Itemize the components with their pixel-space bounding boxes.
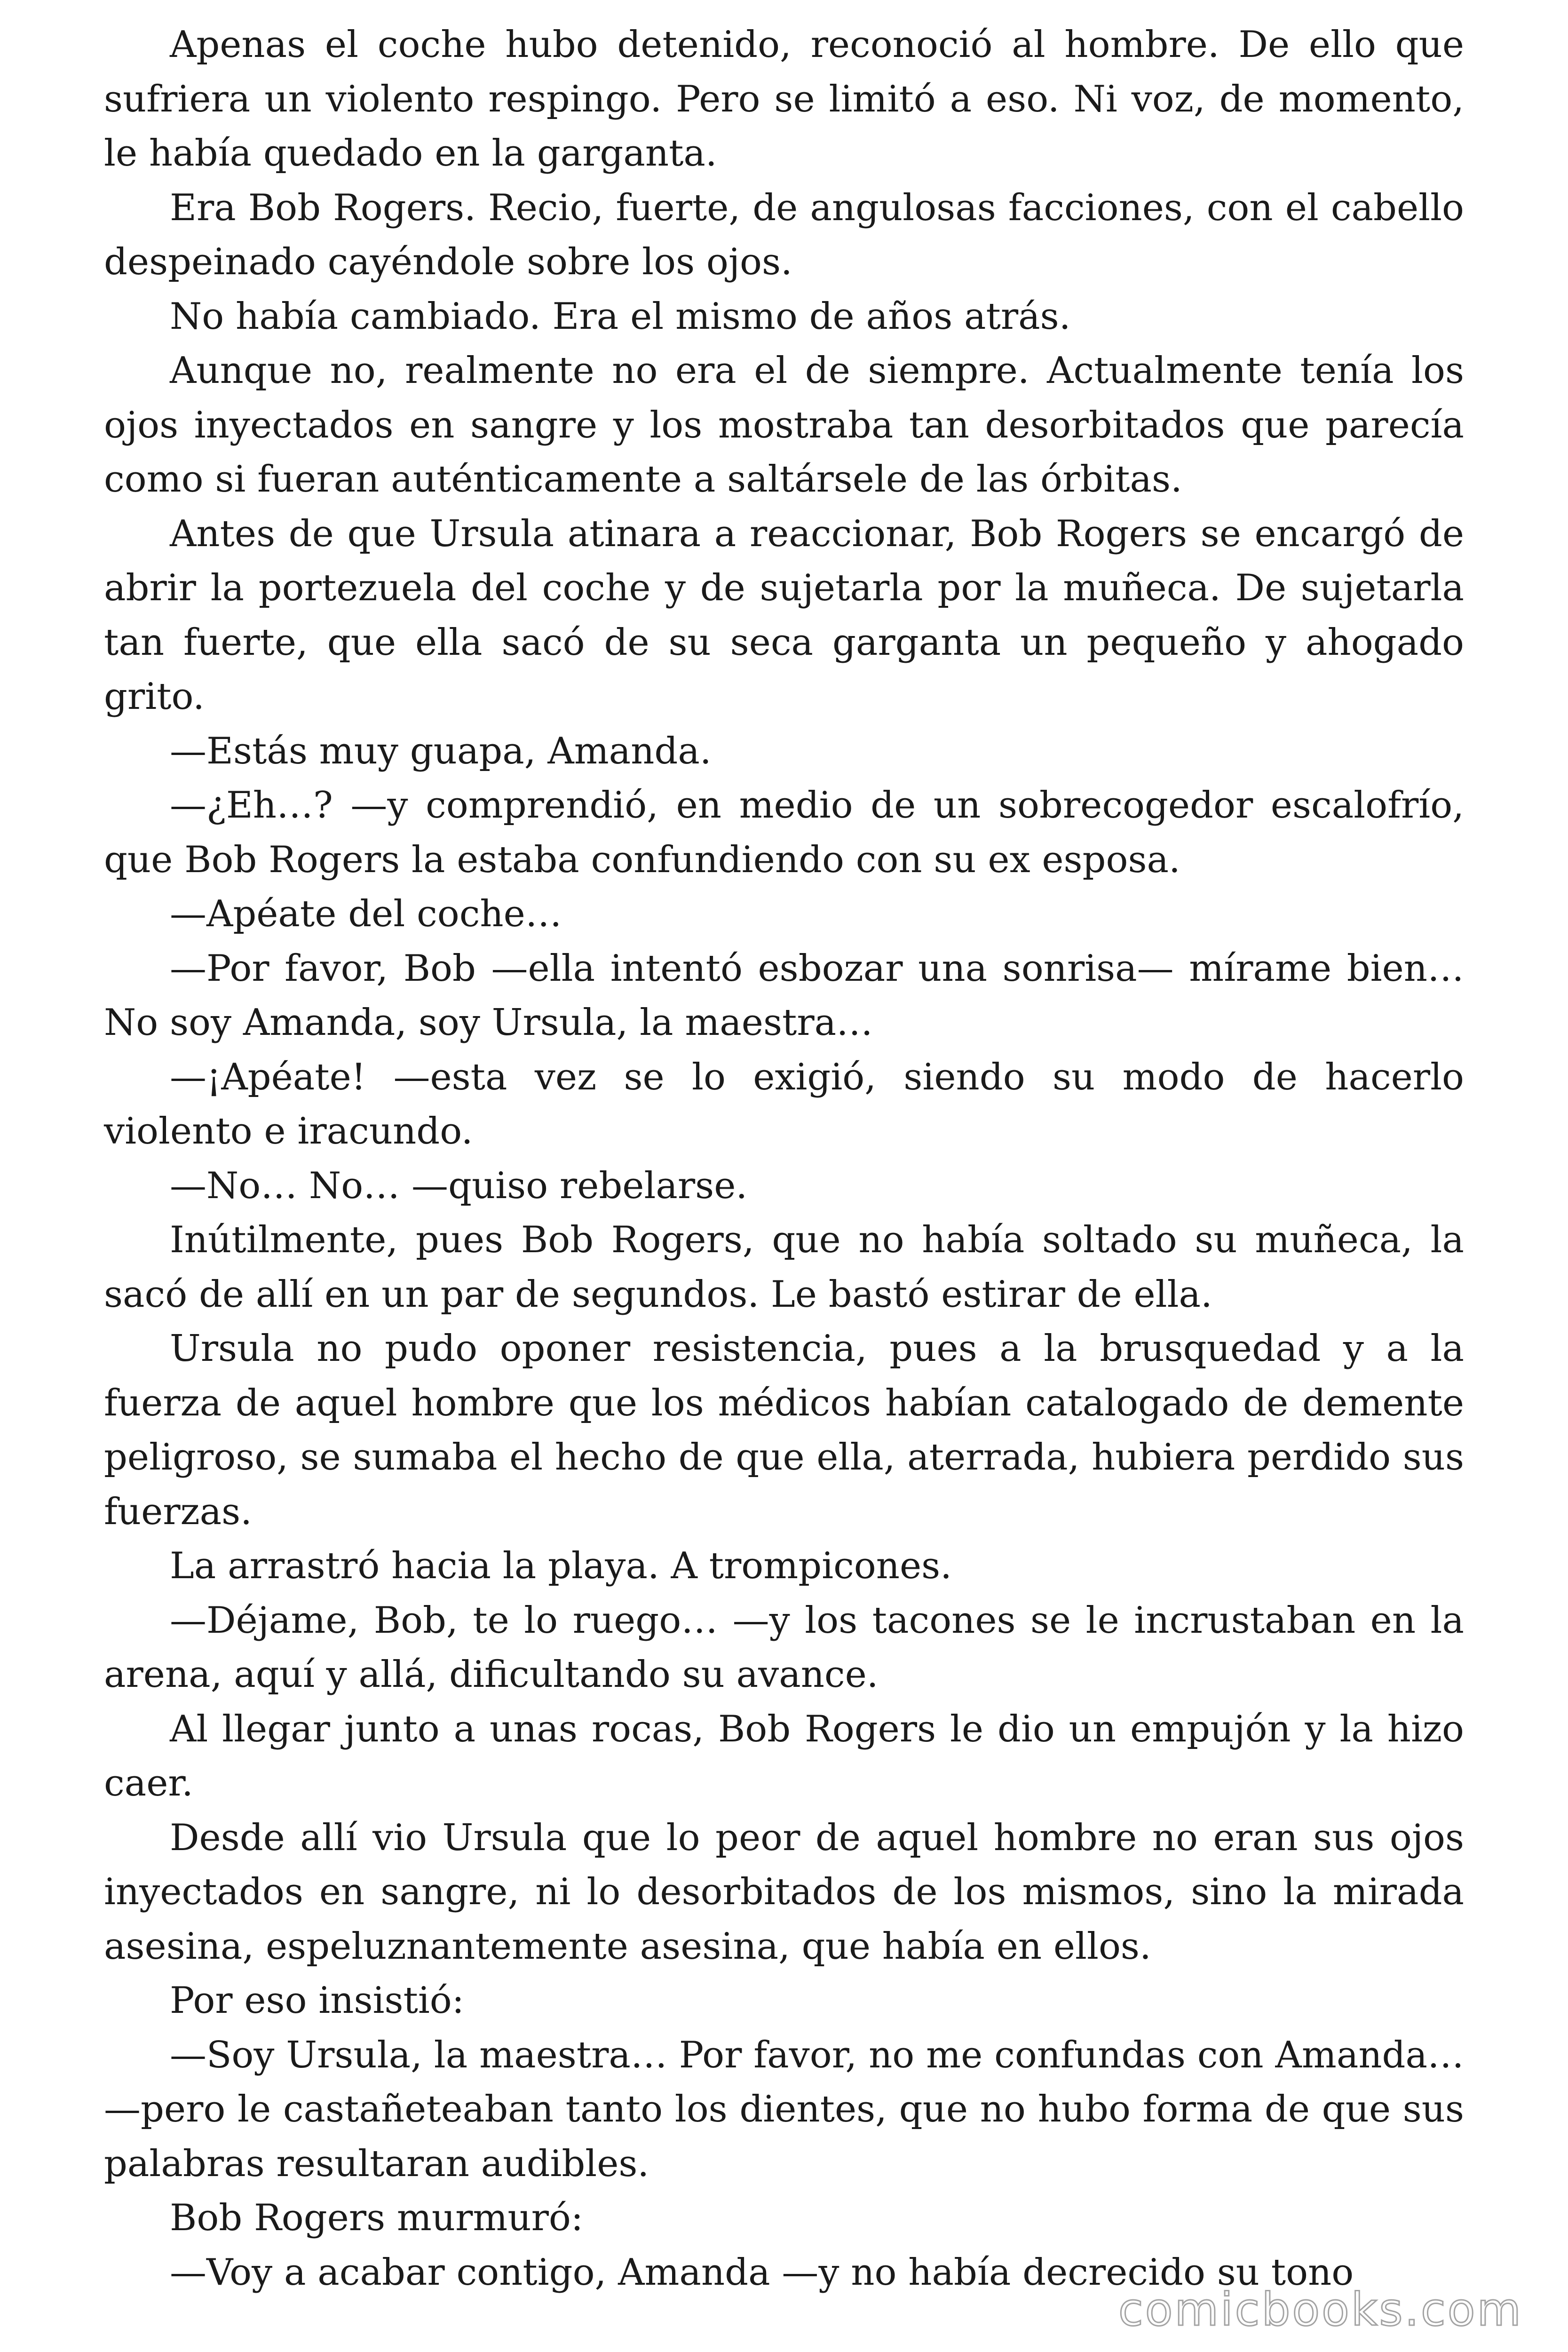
paragraph: —Apéate del coche… [170,893,562,935]
paragraph: —Estás muy guapa, Amanda. [170,730,712,772]
watermark: comicbooks.com [1118,2283,1523,2336]
paragraph: Antes de que Ursula atinara a reaccionar, Bob Rogers se encargó de abrir la portezuela del coche y de sujetarla por la muñeca. De sujetarla tan fuerte, que ella sacó de su seca garganta un pequeño y ahogado grito. [104,512,1464,718]
paragraph: No había cambiado. Era el mismo de años atrás. [170,295,1071,338]
book-page-text [104,18,1464,2300]
paragraph: —Por favor, Bob —ella intentó esbozar una sonrisa— mírame bien… No soy Amanda, soy Ursula, la maestra… [104,947,1464,1044]
paragraph: Ursula no pudo oponer resistencia, pues a la brusquedad y a la fuerza de aquel hombre que los médicos habían catalogado de demente peligroso, se sumaba el hecho de que ella, aterrada, hubiera perdido sus fuerzas. [104,1327,1464,1533]
paragraph: Aunque no, realmente no era el de siempre. Actualmente tenía los ojos inyectados en sangre y los mostraba tan desorbitados que parecía como si fueran auténticamente a saltársele de las órbitas. [104,350,1464,501]
paragraph: Por eso insistió: [170,1979,465,2022]
paragraph: Inútilmente, pues Bob Rogers, que no había soltado su muñeca, la sacó de allí en un par de segundos. Le bastó estirar de ella. [104,1219,1464,1316]
paragraph: Apenas el coche hubo detenido, reconoció al hombre. De ello que sufriera un violento respingo. Pero se limitó a eso. Ni voz, de momento, le había quedado en la garganta. [104,24,1464,175]
paragraph: —Soy Ursula, la maestra… Por favor, no me confundas con Amanda… —pero le castañeteaban tanto los dientes, que no hubo forma de que sus palabras resultaran audibles. [104,2034,1464,2185]
paragraph: Al llegar junto a unas rocas, Bob Rogers le dio un empujón y la hizo caer. [104,1708,1464,1804]
paragraph: —No… No… —quiso rebelarse. [170,1164,748,1207]
paragraph: —Voy a acabar contigo, Amanda —y no había decrecido su tono [170,2251,1354,2294]
paragraph: —Déjame, Bob, te lo ruego… —y los tacones se le incrustaban en la arena, aquí y allá, dificultando su avance. [104,1599,1464,1696]
paragraph: —¿Eh…? —y comprendió, en medio de un sobrecogedor escalofrío, que Bob Rogers la estaba confundiendo con su ex esposa. [104,784,1464,881]
paragraph: Desde allí vio Ursula que lo peor de aquel hombre no eran sus ojos inyectados en sangre, ni lo desorbitados de los mismos, sino la mirada asesina, espeluznantemente asesina, que había en ellos. [104,1816,1464,1968]
paragraph: —¡Apéate! —esta vez se lo exigió, siendo su modo de hacerlo violento e iracundo. [104,1056,1464,1152]
paragraph: La arrastró hacia la playa. A trompicones. [170,1545,952,1587]
paragraph: Era Bob Rogers. Recio, fuerte, de angulosas facciones, con el cabello despeinado cayéndole sobre los ojos. [104,186,1464,283]
paragraph: Bob Rogers murmuró: [170,2197,584,2239]
